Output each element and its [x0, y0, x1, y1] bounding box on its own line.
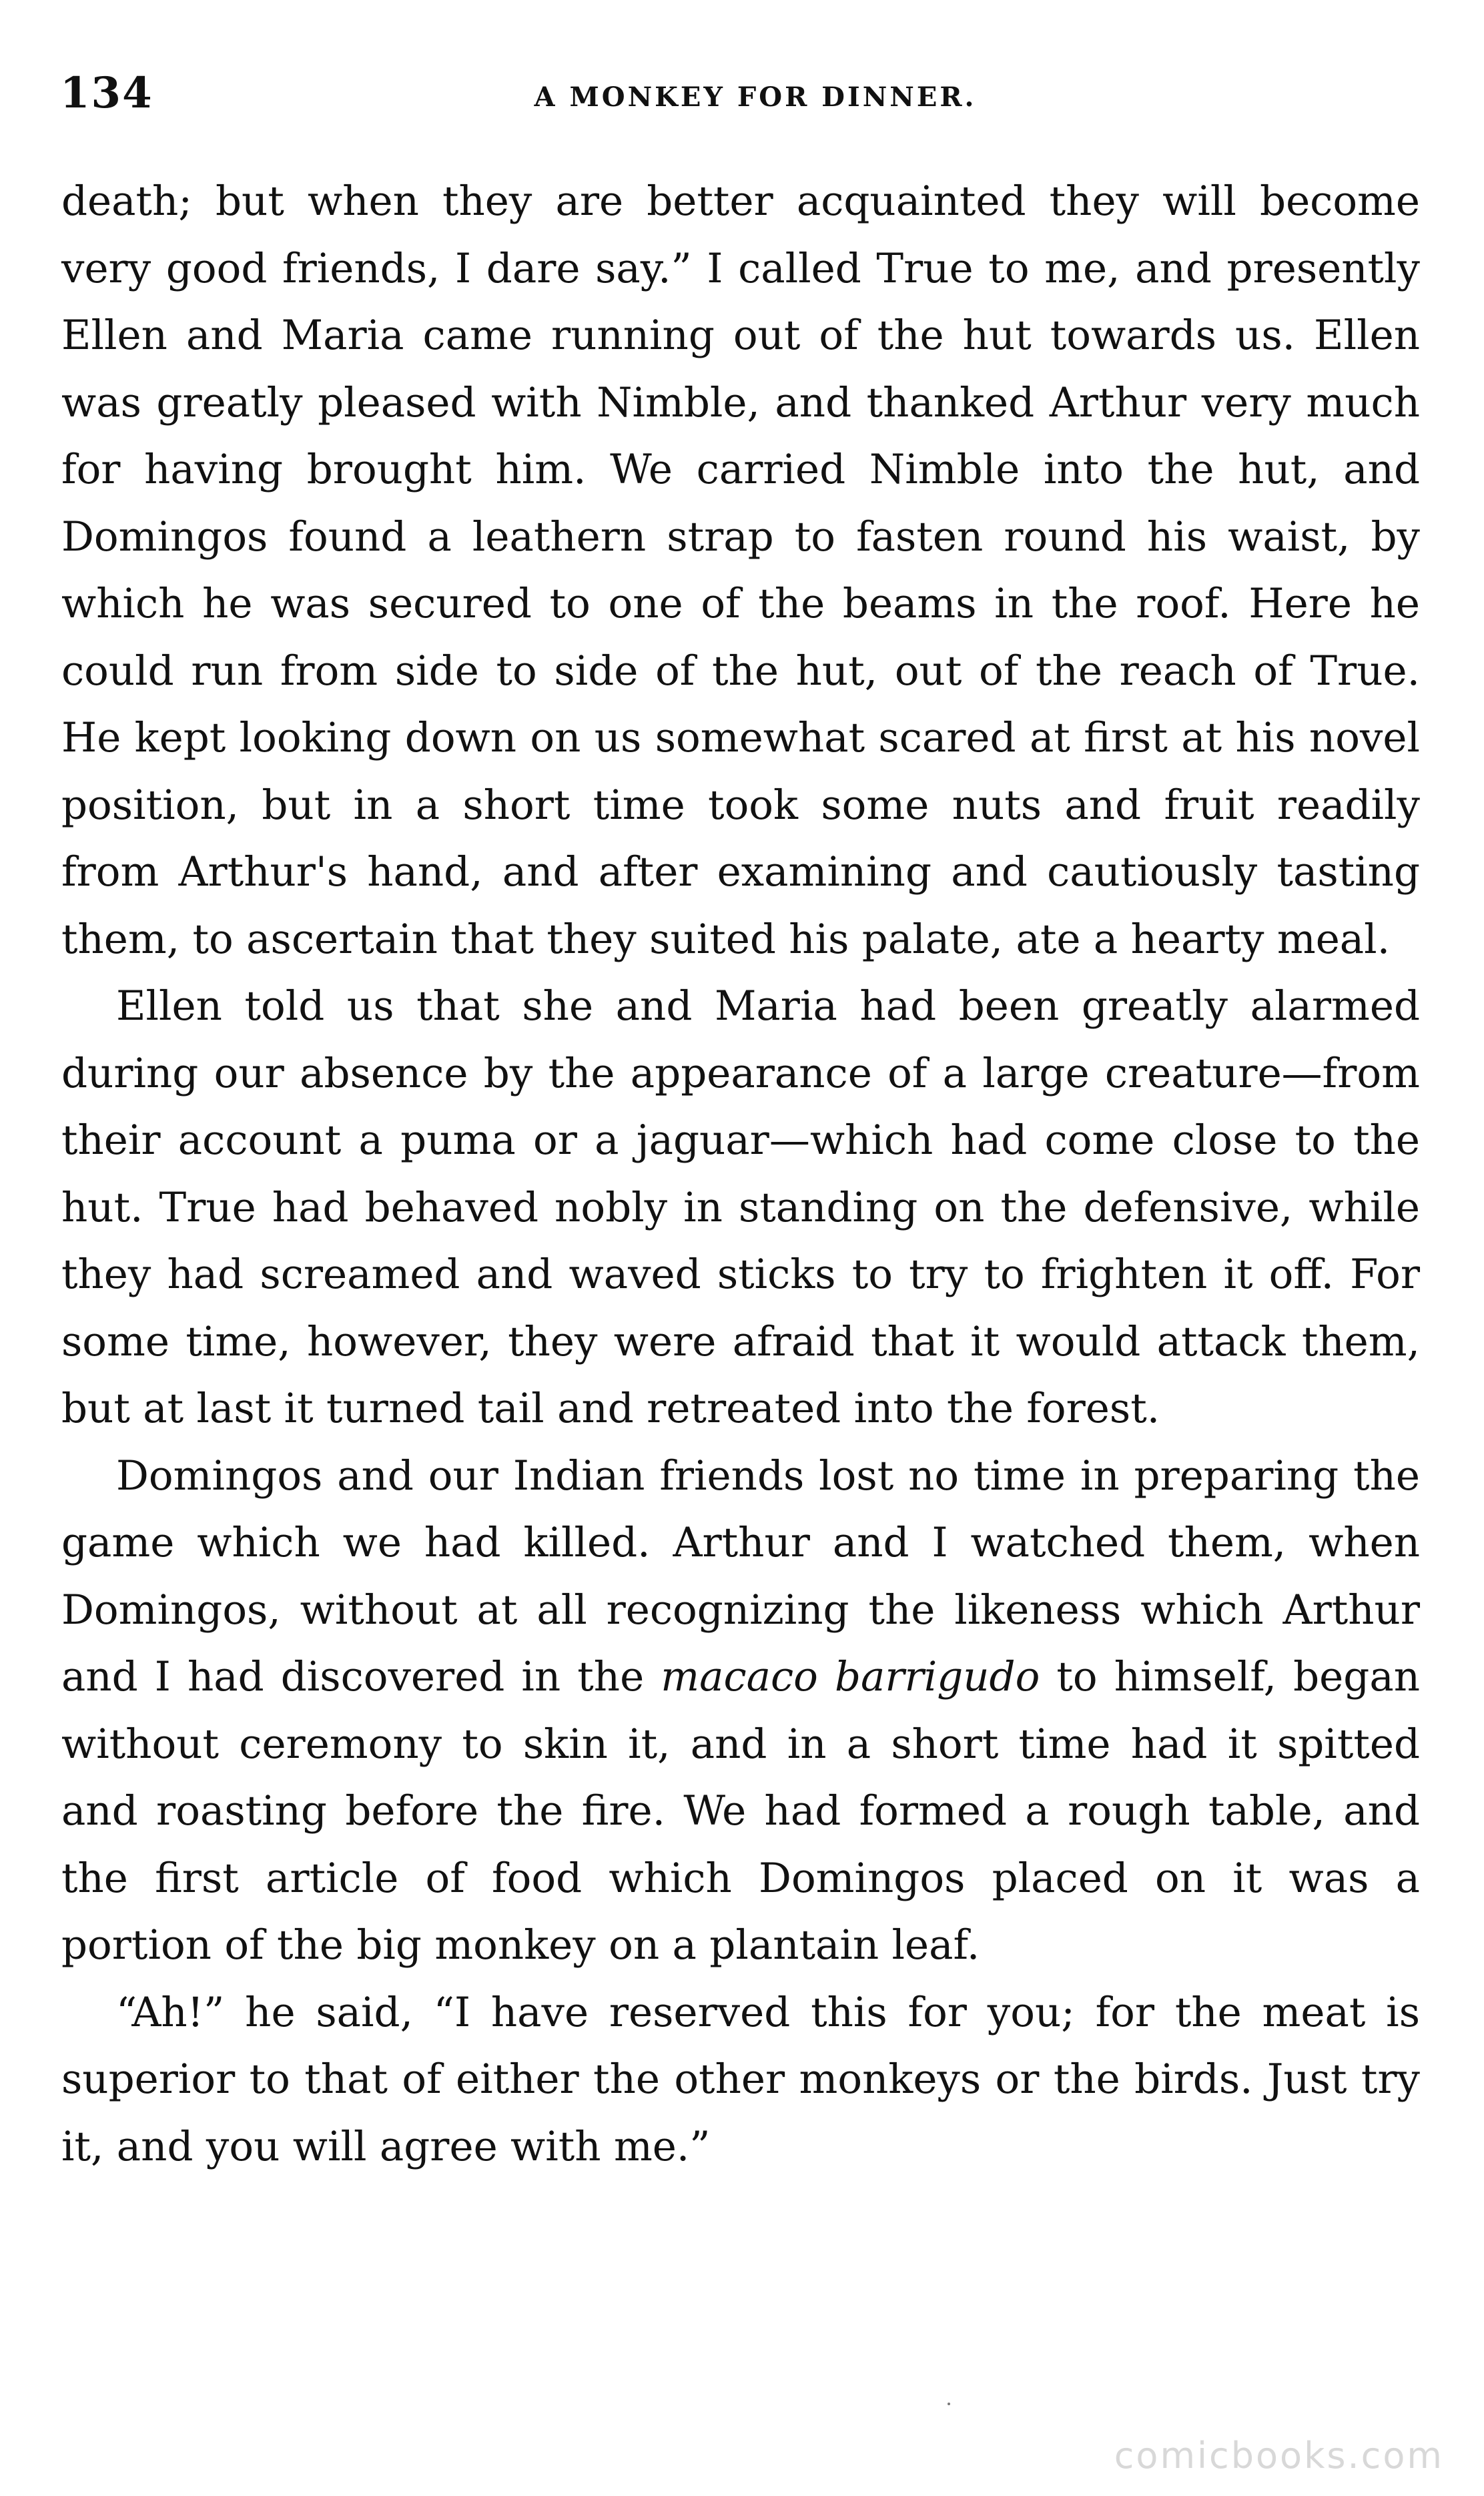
italic-species-name: macaco barrigudo	[661, 1653, 1040, 1700]
body-text	[61, 168, 1420, 2180]
paragraph-4: “Ah!” he said, “I have reserved this for you; for the meat is superior to that of either the other monkeys or the birds. Just try it, and you will agree with me.”	[61, 1988, 1420, 2170]
paragraph-3	[61, 1443, 1420, 1979]
watermark: comicbooks.com	[1114, 2435, 1444, 2477]
paragraph-1: death; but when they are better acquainted they will become very good friends, I dare say.” I called True to me, and presently Ellen and Maria came running out of the hut towards us. Ellen was greatly pleased with Nimble, and thanked Arthur very much for having brought him. We carried Nimble into the hut, and Domingos found a leathern strap to fasten round his waist, by which he was secured to one of the beams in the roof. Here he could run from side to side of the hut, out of the reach of True. He kept looking down on us somewhat scared at first at his novel position, but in a short time took some nuts and fruit readily from Arthur's hand, and after examining and cautiously tasting them, to ascertain that they suited his palate, ate a hearty meal.	[61, 178, 1420, 963]
running-title: A MONKEY FOR DINNER.	[534, 81, 977, 113]
paragraph-3-text-end: to himself, began without ceremony to skin it, and in a short time had it spitted and roasting before the fire. We had formed a rough table, and the first article of food which Domingos placed on it was a portion of the big monkey on a plantain leaf.	[61, 1653, 1420, 1969]
paragraph-3-text-start: Domingos and our Indian friends lost no time in preparing the game which we had killed. Arthur and I watched them, when Domingos, without at all recognizing the likeness which Arthur and I had discovered in the	[61, 1452, 1420, 1700]
print-speck	[948, 2403, 950, 2405]
page-number: 134	[60, 68, 153, 118]
paragraph-2: Ellen told us that she and Maria had been greatly alarmed during our absence by the appearance of a large creature—from their account a puma or a jaguar—which had come close to the hut. True had behaved nobly in standing on the defensive, while they had screamed and waved sticks to try to frighten it off. For some time, however, they were afraid that it would attack them, but at last it turned tail and retreated into the forest.	[61, 982, 1420, 1432]
page-header	[60, 67, 1424, 127]
